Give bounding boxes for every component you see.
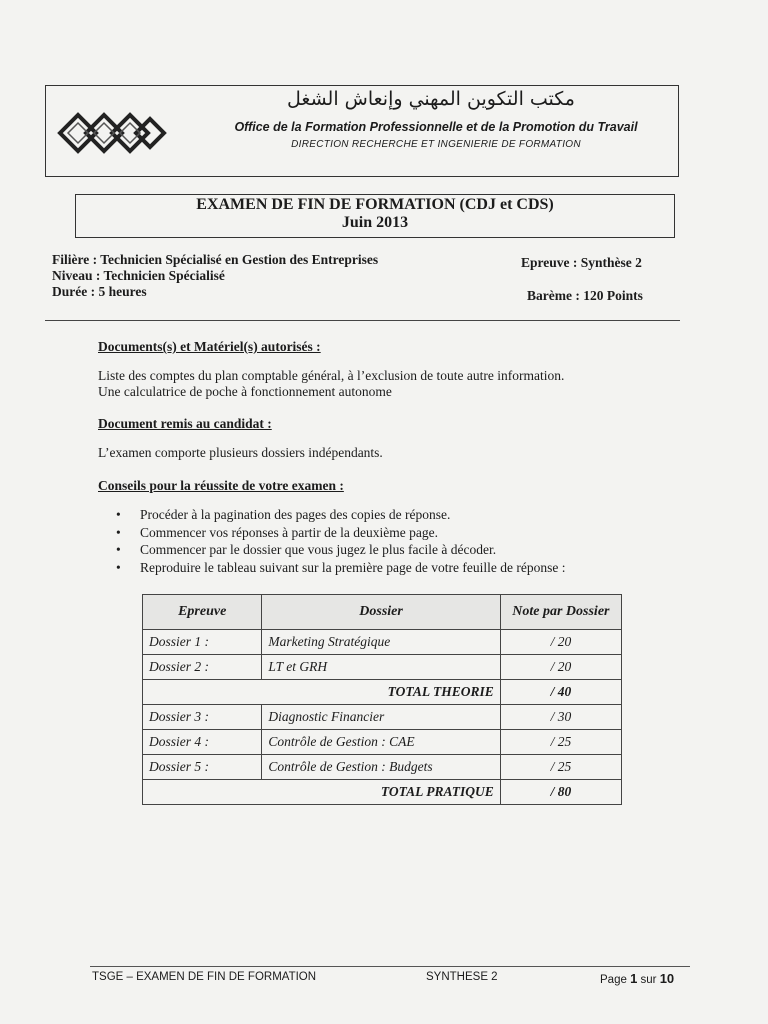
dossier-cell: LT et GRH bbox=[262, 655, 500, 680]
conseil-text: Reproduire le tableau suivant sur la première page de votre feuille de réponse : bbox=[140, 559, 566, 575]
footer-center: SYNTHESE 2 bbox=[426, 971, 498, 983]
table-row bbox=[143, 755, 622, 780]
total-pratique-row bbox=[143, 780, 622, 805]
list-item bbox=[116, 559, 565, 577]
document-remis-text: L’examen comporte plusieurs dossiers indépendants. bbox=[98, 445, 383, 460]
docs-autorises-line-1: Liste des comptes du plan comptable général, à l’exclusion de toute autre information. bbox=[98, 368, 565, 383]
bullet-icon: • bbox=[116, 507, 121, 522]
direction-name: DIRECTION RECHERCHE ET INGENIERIE DE FORMATION bbox=[291, 139, 581, 150]
epreuve-cell: Dossier 1 : bbox=[143, 630, 262, 655]
total-theorie-label: TOTAL THEORIE bbox=[143, 680, 501, 705]
list-item bbox=[116, 506, 565, 524]
note-cell: / 30 bbox=[500, 705, 621, 730]
note-cell: / 20 bbox=[500, 630, 621, 655]
conseil-text: Commencer par le dossier que vous jugez le plus facile à décoder. bbox=[140, 542, 497, 557]
header-epreuve: Epreuve bbox=[143, 595, 262, 630]
exam-date: Juin 2013 bbox=[341, 214, 409, 231]
page-number bbox=[600, 971, 674, 986]
table-header-row bbox=[143, 595, 622, 630]
epreuve-cell: Dossier 2 : bbox=[143, 655, 262, 680]
page-sep: sur bbox=[640, 974, 657, 986]
table-row bbox=[143, 730, 622, 755]
conseil-text: Commencer vos réponses à partir de la deuxième page. bbox=[140, 524, 439, 540]
header-note: Note par Dossier bbox=[500, 595, 621, 630]
dossier-cell: Diagnostic Financier bbox=[262, 705, 500, 730]
conseils-title: Conseils pour la réussite de votre examen : bbox=[98, 478, 344, 493]
separator-line bbox=[45, 320, 680, 321]
dossier-cell: Contrôle de Gestion : CAE bbox=[262, 730, 500, 755]
bullet-icon: • bbox=[116, 559, 121, 575]
conseils-list bbox=[116, 506, 565, 576]
office-name: Office de la Formation Professionnelle et de la Promotion du Travail bbox=[234, 120, 638, 134]
epreuve-cell: Dossier 4 : bbox=[143, 730, 262, 755]
total-theorie-row bbox=[143, 680, 622, 705]
dossier-cell: Marketing Stratégique bbox=[262, 630, 500, 655]
arabic-title: مكتب التكوين المهني وإنعاش الشغل bbox=[287, 88, 575, 110]
note-cell: / 25 bbox=[500, 755, 621, 780]
footer-left: TSGE – EXAMEN DE FIN DE FORMATION bbox=[92, 971, 317, 983]
notes-table bbox=[142, 594, 622, 805]
page-total: 10 bbox=[659, 971, 675, 986]
bullet-icon: • bbox=[116, 542, 121, 557]
epreuve-line: Epreuve : Synthèse 2 bbox=[521, 255, 642, 270]
exam-title-box bbox=[75, 194, 675, 238]
note-cell: / 25 bbox=[500, 730, 621, 755]
document-remis-title: Document remis au candidat : bbox=[98, 416, 272, 431]
page-prefix: Page bbox=[600, 974, 627, 986]
exam-title: EXAMEN DE FIN DE FORMATION (CDJ et CDS) bbox=[196, 196, 554, 213]
epreuve-cell: Dossier 3 : bbox=[143, 705, 262, 730]
list-item bbox=[116, 541, 565, 559]
epreuve-cell: Dossier 5 : bbox=[143, 755, 262, 780]
header-dossier: Dossier bbox=[262, 595, 500, 630]
conseil-text: Procéder à la pagination des pages des copies de réponse. bbox=[140, 507, 451, 522]
list-item bbox=[116, 524, 565, 542]
total-pratique-label: TOTAL PRATIQUE bbox=[143, 780, 501, 805]
dossier-cell: Contrôle de Gestion : Budgets bbox=[262, 755, 500, 780]
page-current: 1 bbox=[630, 971, 638, 986]
total-theorie-value: / 40 bbox=[500, 680, 621, 705]
bullet-icon: • bbox=[116, 524, 121, 540]
filiere-line: Filière : Technicien Spécialisé en Gestion des Entreprises bbox=[52, 252, 379, 267]
header-box bbox=[45, 85, 679, 177]
niveau-line: Niveau : Technicien Spécialisé bbox=[52, 268, 225, 283]
docs-autorises-line-2: Une calculatrice de poche à fonctionnement autonome bbox=[98, 384, 392, 399]
docs-autorises-title: Documents(s) et Matériel(s) autorisés : bbox=[98, 339, 321, 354]
note-cell: / 20 bbox=[500, 655, 621, 680]
table-row bbox=[143, 630, 622, 655]
bareme-line: Barème : 120 Points bbox=[527, 288, 643, 303]
table-row bbox=[143, 705, 622, 730]
footer-rule bbox=[90, 966, 690, 967]
table-row bbox=[143, 655, 622, 680]
duree-line: Durée : 5 heures bbox=[52, 284, 147, 299]
total-pratique-value: / 80 bbox=[500, 780, 621, 805]
ofppt-logo-icon bbox=[56, 100, 168, 166]
